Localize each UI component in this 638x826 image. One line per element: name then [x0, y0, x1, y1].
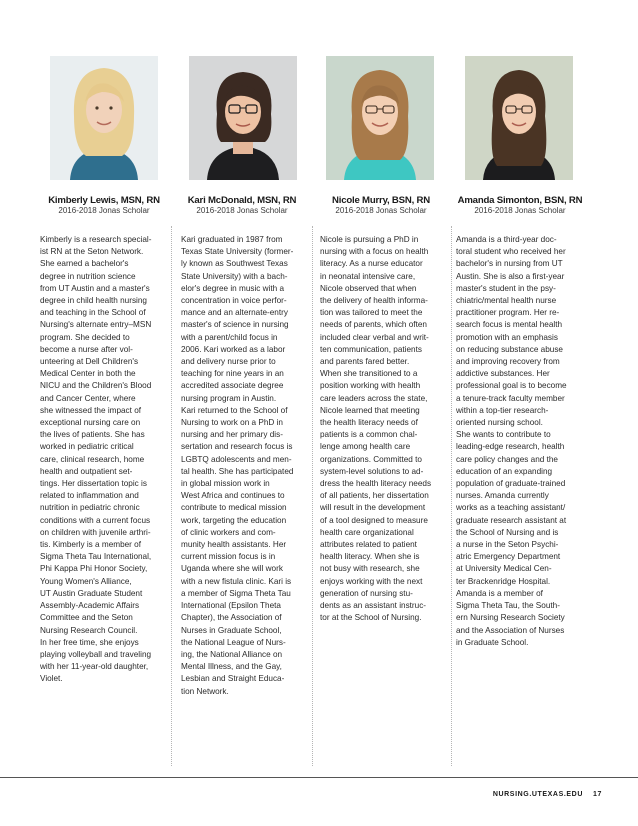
bio-line: degree in nutrition science: [40, 271, 136, 281]
bio-line: literacy. As a nurse educator: [320, 259, 423, 269]
page-footer: [493, 791, 602, 798]
bio-line: within a top-tier research-: [456, 405, 549, 415]
bio-line: chiatric/mental health nurse: [456, 296, 557, 306]
bio-line: a member of Sigma Theta Tau: [181, 588, 291, 598]
bio-line: program. She decided to: [40, 332, 130, 342]
bio-line: system-level solutions to ad-: [320, 466, 424, 476]
portrait-photo: [326, 56, 434, 180]
bio-line: Austin. She is also a first-year: [456, 271, 565, 281]
bio-line: with a new fistula clinic. Kari is: [181, 576, 292, 586]
bio-line: master's of science in nursing: [181, 320, 289, 330]
bio-line: the health literacy needs of: [320, 418, 418, 428]
bio-line: Kari returned to the School of: [181, 405, 288, 415]
bio-line: ing, the National Alliance on: [181, 649, 283, 659]
bio-line: nursing and her primary dis-: [181, 430, 283, 440]
bio-line: position working with health: [320, 381, 421, 391]
bio-line: the School of Nursing and is: [456, 527, 559, 537]
bio-line: concentration in voice perfor-: [181, 296, 287, 306]
bio-line: leading-edge research, health: [456, 442, 565, 452]
bio-line: search focus is mental health: [456, 320, 563, 330]
bio-line: not busy with research, she: [320, 564, 420, 574]
bio-line: exceptional nursing care on: [40, 418, 141, 428]
bio-line: will result in the development: [320, 503, 426, 513]
bio-line: she witnessed the impact of: [40, 405, 142, 415]
bio-line: attributes related to patient: [320, 540, 417, 550]
profile-name: Amanda Simonton, BSN, RN: [457, 195, 583, 206]
bio-line: playing volleyball and traveling: [40, 649, 152, 659]
bio-line: from UT Austin and a master's: [40, 283, 150, 293]
bio-line: generation of nursing stu-: [320, 588, 413, 598]
bio-line: tor at the School of Nursing.: [320, 613, 422, 623]
bio-line: conditions with a current focus: [40, 515, 151, 525]
bio-line: and Cancer Center, where: [40, 393, 136, 403]
bio-line: with a parent/child focus in: [181, 332, 278, 342]
bio-line: the delivery of health informa-: [320, 296, 428, 306]
bio-line: Young Women's Alliance,: [40, 576, 132, 586]
bio-line: a nurse in the Seton Psychi-: [456, 540, 559, 550]
bio-line: dents as an assistant instruc-: [320, 601, 427, 611]
bio-line: included clear verbal and writ-: [320, 332, 429, 342]
bio-line: care leaders across the state,: [320, 393, 428, 403]
bio-line: patients is a common chal-: [320, 430, 418, 440]
profile-bio: [456, 234, 568, 649]
bio-line: nutrition in pediatric chronic: [40, 503, 140, 513]
profile-name: Kimberly Lewis, MSN, RN: [48, 195, 160, 206]
portrait-photo: [50, 56, 158, 180]
bio-line: West Africa and continues to: [181, 491, 285, 501]
bio-line: unteering at Dell Children's: [40, 357, 139, 367]
bio-line: become a nurse after vol-: [40, 344, 133, 354]
bio-line: Chapter), the Association of: [181, 613, 282, 623]
bio-line: of clinic workers and com-: [181, 527, 276, 537]
bio-line: Nursing's alternate entry–MSN: [40, 320, 152, 330]
bio-line: ten communication, patients: [320, 344, 422, 354]
bio-line: LGBTQ adolescents and men-: [181, 454, 292, 464]
profile-bio: [320, 234, 432, 625]
portrait-nicole-murry: [326, 56, 434, 180]
bio-line: munity health assistants. Her: [181, 540, 287, 550]
bio-line: the National League of Nurs-: [181, 637, 286, 647]
bio-line: tal health. She has participated: [181, 466, 294, 476]
bio-line: of all patients, her dissertation: [320, 491, 429, 501]
bio-line: elor's degree in music with a: [181, 283, 285, 293]
bio-line: Medical Center in both the: [40, 369, 136, 379]
profile-bio: [40, 234, 152, 686]
bio-line: tion was tailored to meet the: [320, 308, 423, 318]
bio-line: and the Association of Nurses: [456, 625, 565, 635]
bio-line: nursing with a focus on health: [320, 247, 429, 257]
bio-line: tion Network.: [181, 686, 229, 696]
bio-line: mance and an alternate-entry: [181, 308, 288, 318]
portrait-kari-mcdonald: [189, 56, 297, 180]
column-divider: [171, 226, 172, 766]
bio-line: degree in child health nursing: [40, 296, 147, 306]
bio-line: a tenure-track faculty member: [456, 393, 565, 403]
bio-line: and teaching in the School of: [40, 308, 146, 318]
bio-line: When she transitioned to a: [320, 369, 418, 379]
bio-line: with her 11-year-old daughter,: [40, 662, 149, 672]
bio-line: in neonatal intensive care,: [320, 271, 416, 281]
bio-line: and parents fared better.: [320, 357, 410, 367]
bio-line: Lesbian and Straight Educa-: [181, 674, 285, 684]
bio-line: teaching for nine years in an: [181, 369, 284, 379]
bio-line: Nursing Research Council.: [40, 625, 138, 635]
portrait-kimberly-lewis: [50, 56, 158, 180]
bio-line: enjoys working with the next: [320, 576, 423, 586]
profile-name: Kari McDonald, MSN, RN: [187, 195, 297, 206]
bio-line: NICU and the Children's Blood: [40, 381, 152, 391]
bio-line: education of an expanding: [456, 466, 553, 476]
bio-line: toral student who received her: [456, 247, 566, 257]
bio-line: oriented nursing school.: [456, 418, 543, 428]
bio-line: and improving recovery from: [456, 357, 560, 367]
bio-line: care policy changes and the: [456, 454, 558, 464]
bio-line: works as a teaching assistant/: [456, 503, 566, 513]
profile-title: 2016-2018 Jonas Scholar: [474, 206, 566, 215]
footer-site-url[interactable]: NURSING.UTEXAS.EDU: [492, 791, 583, 798]
bio-line: Committee and the Seton: [40, 613, 133, 623]
bio-line: and delivery nurse prior to: [181, 357, 276, 367]
column-divider: [312, 226, 313, 766]
bio-line: She wants to contribute to: [456, 430, 551, 440]
bio-line: work, targeting the education: [181, 515, 287, 525]
bio-line: contribute to medical mission: [181, 503, 287, 513]
bio-line: bachelor's in nursing from UT: [456, 259, 563, 269]
footer-rule: [0, 777, 638, 778]
profile-title: 2016-2018 Jonas Scholar: [196, 206, 288, 215]
bio-line: of a tool designed to measure: [320, 515, 428, 525]
bio-line: Assembly-Academic Affairs: [40, 601, 140, 611]
bio-line: nursing program in Austin.: [181, 393, 277, 403]
bio-line: ist RN at the Seton Network.: [40, 247, 144, 257]
bio-line: Texas State University (former-: [181, 247, 294, 257]
bio-line: sertation and research focus is: [181, 442, 293, 452]
bio-line: State University) with a bach-: [181, 271, 288, 281]
bio-line: tis. Kimberly is a member of: [40, 540, 142, 550]
bio-line: worked in pediatric critical: [40, 442, 134, 452]
bio-line: UT Austin Graduate Student: [40, 588, 143, 598]
bio-line: Uganda where she will work: [181, 564, 283, 574]
bio-line: in Graduate School.: [456, 637, 529, 647]
bio-line: related to inflammation and: [40, 491, 139, 501]
bio-line: at University Medical Cen-: [456, 564, 552, 574]
bio-line: Amanda is a third-year doc-: [456, 235, 557, 244]
bio-line: on children with juvenile arthri-: [40, 527, 151, 537]
profile-name: Nicole Murry, BSN, RN: [332, 195, 430, 206]
bio-line: health and outpatient set-: [40, 466, 133, 476]
bio-line: the lives of patients. She has: [40, 430, 145, 440]
bio-line: Violet.: [40, 674, 63, 684]
bio-line: 2006. Kari worked as a labor: [181, 344, 286, 354]
bio-line: master's student in the psy-: [456, 283, 556, 293]
bio-line: lenge among health care: [320, 442, 411, 452]
bio-line: accredited associate degree: [181, 381, 284, 391]
bio-line: Kari graduated in 1987 from: [181, 235, 283, 244]
bio-line: In her free time, she enjoys: [40, 637, 139, 647]
portrait-amanda-simonton: [465, 56, 573, 180]
bio-line: ly known as Southwest Texas: [181, 259, 288, 269]
bio-line: graduate research assistant at: [456, 515, 567, 525]
portrait-photo: [465, 56, 573, 180]
bio-line: Phi Kappa Phi Honor Society,: [40, 564, 148, 574]
bio-line: Nicole observed that when: [320, 283, 417, 293]
bio-line: Nicole is pursuing a PhD in: [320, 235, 419, 244]
bio-line: care, clinical research, home: [40, 454, 145, 464]
bio-line: Kimberly is a research special-: [40, 235, 152, 244]
bio-line: addictive substances. Her: [456, 369, 550, 379]
bio-line: nurses. Amanda currently: [456, 491, 549, 501]
bio-line: promotion with an emphasis: [456, 332, 558, 342]
bio-line: practitioner program. Her re-: [456, 308, 560, 318]
bio-line: health literacy. When she is: [320, 552, 420, 562]
bio-line: tings. Her dissertation topic is: [40, 479, 147, 489]
bio-line: population of graduate-trained: [456, 479, 566, 489]
portrait-photo: [189, 56, 297, 180]
bio-line: Nurses in Graduate School,: [181, 625, 282, 635]
bio-line: needs of parents, which often: [320, 320, 427, 330]
bio-line: Nicole learned that meeting: [320, 405, 420, 415]
bio-line: organizations. Committed to: [320, 454, 422, 464]
bio-line: on reducing substance abuse: [456, 344, 563, 354]
column-divider: [451, 226, 452, 766]
profile-title: 2016-2018 Jonas Scholar: [335, 206, 427, 215]
bio-line: ern Nursing Research Society: [456, 613, 565, 623]
bio-line: dress the health literacy needs: [320, 479, 432, 489]
bio-line: atric Emergency Department: [456, 552, 561, 562]
bio-line: health care organizational: [320, 527, 414, 537]
bio-line: professional goal is to become: [456, 381, 567, 391]
bio-line: Nursing to work on a PhD in: [181, 418, 283, 428]
bio-line: in global mission work in: [181, 479, 270, 489]
bio-line: She earned a bachelor's: [40, 259, 129, 269]
profile-bio: [181, 234, 293, 698]
bio-line: ter Brackenridge Hospital.: [456, 576, 551, 586]
bio-line: current mission focus is in: [181, 552, 276, 562]
profile-title: 2016-2018 Jonas Scholar: [58, 206, 150, 215]
bio-line: Mental Illness, and the Gay,: [181, 662, 282, 672]
page-number: 17: [593, 791, 602, 798]
bio-line: Sigma Theta Tau International,: [40, 552, 152, 562]
bio-line: Amanda is a member of: [456, 588, 543, 598]
bio-line: Sigma Theta Tau, the South-: [456, 601, 560, 611]
bio-line: International (Epsilon Theta: [181, 601, 281, 611]
